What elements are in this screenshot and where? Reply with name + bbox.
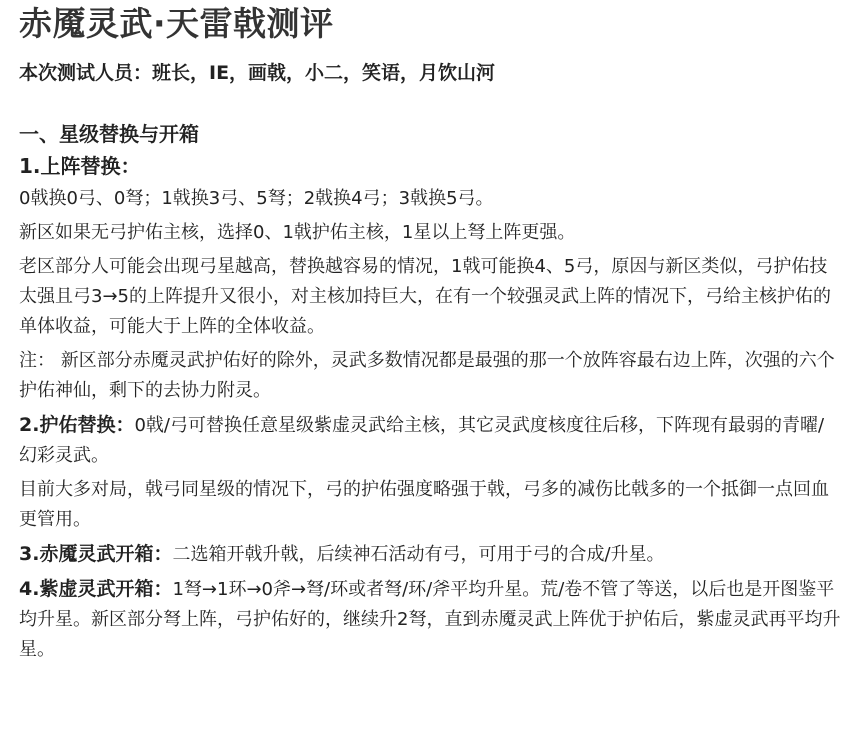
page-title: 赤魇灵武·天雷戟测评 (19, 4, 334, 43)
paragraph-3: 老区部分人可能会出现弓星越高，替换越容易的情况，1戟可能换4、5弓，原因与新区类似，弓护佑技太强且弓3→5的上阵提升又很小，对主核加持巨大，在有一个较强灵武上阵的情况下，弓给主核护佑的单体收益，可能大于上阵的全体收益。 (19, 256, 831, 337)
paragraph-note: 注： 新区部分赤魇灵武护佑好的除外，灵武多数情况都是最强的那一个放阵容最右边上阵，次强的六个护佑神仙，剩下的去协力附灵。 (19, 350, 835, 401)
subsection-text-3: 二选箱开戟升戟，后续神石活动有弓，可用于弓的合成/升星。 (172, 544, 665, 565)
paragraph-2: 新区如果无弓护佑主核，选择0、1戟护佑主核，1星以上弩上阵更强。 (19, 222, 576, 243)
subsection-text-4: 1弩→1环→0斧→弩/环或者弩/环/斧平均升星。荒/卷不管了等送，以后也是开图鉴平均升星。新区部分弩上阵，弓护佑好的，继续升2弩，直到赤魇灵武上阵优于护佑后，紫虚灵武再平均升星。 (19, 579, 841, 660)
subsection-text-2: 0戟/弓可替换任意星级紫虚灵武给主核，其它灵武度核度往后移，下阵现有最弱的青曜/幻彩灵武。 (19, 415, 825, 466)
section-heading: 一、星级替换与开箱 (19, 122, 199, 146)
subsection-heading-1: 1.上阵替换： (19, 154, 141, 178)
subsection-heading-2: 2.护佑替换： (19, 414, 135, 436)
paragraph-sub4 (19, 574, 841, 665)
paragraph-sub3 (19, 539, 841, 570)
subsection-heading-3: 3.赤魇灵武开箱： (19, 543, 173, 565)
paragraph-5: 目前大多对局，戟弓同星级的情况下，弓的护佑强度略强于戟，弓多的减伤比戟多的一个抵御一点回血更管用。 (19, 479, 829, 530)
paragraph-1: 0戟换0弓、0弩；1戟换3弓、5弩；2戟换4弓；3戟换5弓。 (19, 188, 494, 209)
testers-line: 本次测试人员：班长，IE，画戟，小二，笑语，月饮山河 (19, 62, 496, 84)
paragraph-sub2 (19, 410, 841, 471)
subsection-heading-4: 4.紫虚灵武开箱： (19, 578, 173, 600)
